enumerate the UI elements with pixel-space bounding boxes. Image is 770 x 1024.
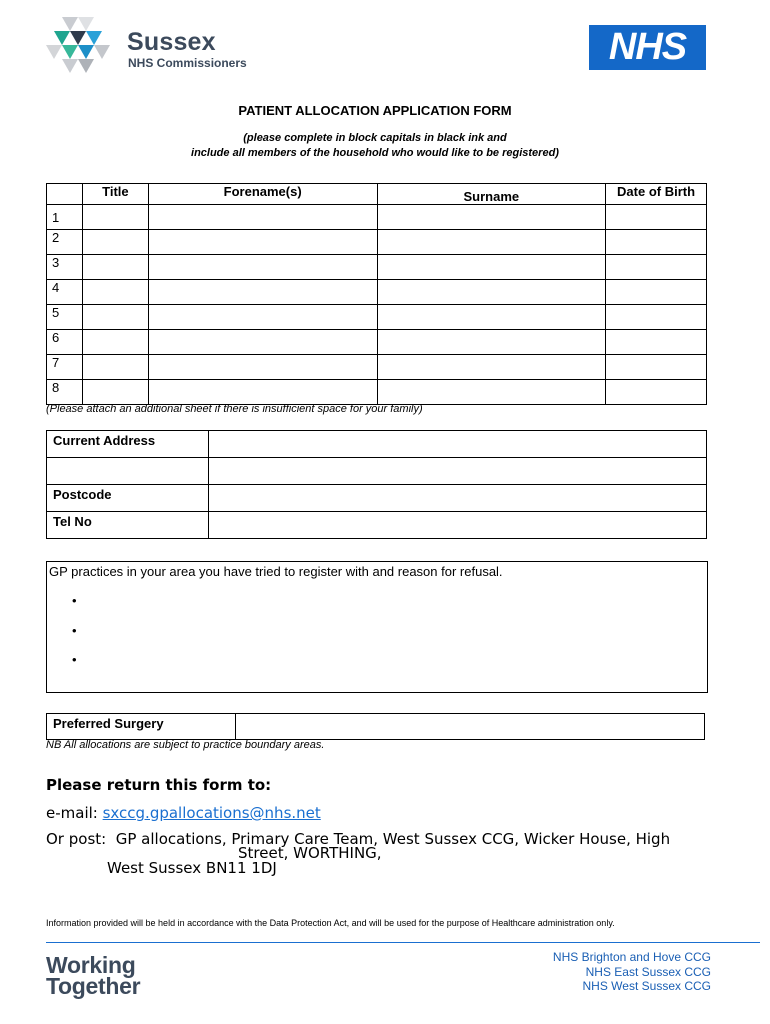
gp-practices-label: GP practices in your area you have tried to register with and reason for refusal. — [49, 564, 503, 579]
row-number: 6 — [47, 330, 83, 355]
header-forename: Forename(s) — [148, 184, 377, 205]
post-address-line-2: Street, WORTHING, — [238, 844, 382, 862]
triangle-mosaic-logo-icon — [46, 17, 110, 73]
surname-cell[interactable] — [377, 255, 606, 280]
table-row — [47, 230, 707, 255]
email-line — [46, 804, 321, 822]
row-number: 4 — [47, 280, 83, 305]
ccg-west-sussex: NHS West Sussex CCG — [582, 979, 711, 993]
title-cell[interactable] — [82, 305, 148, 330]
bullet-1: • — [72, 593, 77, 608]
address-line-2-label — [47, 458, 209, 485]
instruction-line-1: (please complete in block capitals in black ink and — [243, 132, 507, 144]
postcode-field[interactable] — [209, 485, 707, 512]
preferred-surgery-field[interactable] — [236, 714, 705, 740]
dob-cell[interactable] — [606, 380, 707, 405]
header-title: Title — [82, 184, 148, 205]
surname-cell[interactable] — [377, 355, 606, 380]
tel-field[interactable] — [209, 512, 707, 539]
dob-cell[interactable] — [606, 255, 707, 280]
ccg-brighton: NHS Brighton and Hove CCG — [552, 950, 711, 964]
title-cell[interactable] — [82, 205, 148, 230]
surname-cell[interactable] — [377, 230, 606, 255]
org-name: Sussex — [127, 28, 216, 56]
current-address-field[interactable] — [209, 431, 707, 458]
row-number: 5 — [47, 305, 83, 330]
forename-cell[interactable] — [148, 380, 377, 405]
ccg-list — [480, 950, 711, 994]
data-protection-note: Information provided will be held in accordance with the Data Protection Act, and will be used for the purpose of Healthcare administration only. — [46, 918, 615, 928]
surname-cell[interactable] — [377, 305, 606, 330]
ccg-east-sussex: NHS East Sussex CCG — [585, 964, 711, 979]
tel-label: Tel No — [47, 512, 209, 539]
surname-cell[interactable] — [377, 330, 606, 355]
forename-cell[interactable] — [148, 330, 377, 355]
return-title: Please return this form to: — [46, 776, 272, 794]
title-cell[interactable] — [82, 330, 148, 355]
title-cell[interactable] — [82, 255, 148, 280]
postal-address — [46, 832, 670, 875]
table-row — [47, 380, 707, 405]
row-number: 2 — [47, 230, 83, 255]
current-address-label: Current Address — [47, 431, 209, 458]
title-cell[interactable] — [82, 380, 148, 405]
post-address-line-1: GP allocations, Primary Care Team, West Sussex CCG, Wicker House, High — [115, 830, 671, 848]
gp-practices-box[interactable] — [46, 561, 708, 693]
attach-sheet-note: (Please attach an additional sheet if there is insufficient space for your family) — [46, 403, 423, 415]
form-instructions — [0, 131, 750, 161]
forename-cell[interactable] — [148, 305, 377, 330]
nhs-logo: NHS — [589, 25, 706, 70]
row-number: 3 — [47, 255, 83, 280]
dob-cell[interactable] — [606, 230, 707, 255]
surname-cell[interactable] — [377, 280, 606, 305]
dob-cell[interactable] — [606, 330, 707, 355]
preferred-surgery-table — [46, 713, 705, 740]
dob-cell[interactable] — [606, 205, 707, 230]
boundary-note: NB All allocations are subject to practice boundary areas. — [46, 739, 325, 751]
header-number — [47, 184, 83, 205]
bullet-2: • — [72, 623, 77, 638]
dob-cell[interactable] — [606, 280, 707, 305]
forename-cell[interactable] — [148, 280, 377, 305]
household-members-table — [46, 183, 707, 405]
table-row — [47, 255, 707, 280]
form-title: PATIENT ALLOCATION APPLICATION FORM — [238, 103, 512, 118]
bullet-3: • — [72, 652, 77, 667]
row-number: 8 — [47, 380, 83, 405]
row-number: 7 — [47, 355, 83, 380]
preferred-surgery-label: Preferred Surgery — [47, 714, 236, 740]
forename-cell[interactable] — [148, 205, 377, 230]
dob-cell[interactable] — [606, 305, 707, 330]
working-together-logo — [46, 952, 141, 999]
table-row — [47, 205, 707, 230]
working-line-2: Together — [46, 973, 141, 999]
surname-cell[interactable] — [377, 205, 606, 230]
title-cell[interactable] — [82, 230, 148, 255]
title-cell[interactable] — [82, 355, 148, 380]
dob-cell[interactable] — [606, 355, 707, 380]
post-prefix: Or post: — [46, 830, 116, 848]
email-prefix: e-mail: — [46, 804, 103, 822]
table-row — [47, 355, 707, 380]
surname-cell[interactable] — [377, 380, 606, 405]
email-link[interactable]: sxccg.gpallocations@nhs.net — [102, 804, 321, 822]
instruction-line-2: include all members of the household who would like to be registered) — [191, 147, 559, 159]
row-number: 1 — [47, 205, 83, 230]
org-subtitle: NHS Commissioners — [128, 56, 247, 70]
table-header-row — [47, 184, 707, 205]
header-dob: Date of Birth — [606, 184, 707, 205]
forename-cell[interactable] — [148, 230, 377, 255]
table-row — [47, 305, 707, 330]
table-row — [47, 280, 707, 305]
title-cell[interactable] — [82, 280, 148, 305]
forename-cell[interactable] — [148, 255, 377, 280]
postcode-label: Postcode — [47, 485, 209, 512]
forename-cell[interactable] — [148, 355, 377, 380]
working-line-1: Working — [46, 952, 136, 978]
footer-divider — [46, 942, 760, 943]
table-row — [47, 330, 707, 355]
address-table — [46, 430, 707, 539]
post-address-line-3: West Sussex BN11 1DJ — [107, 859, 277, 877]
address-line-2-field[interactable] — [209, 458, 707, 485]
header-surname: Surname — [377, 184, 606, 205]
